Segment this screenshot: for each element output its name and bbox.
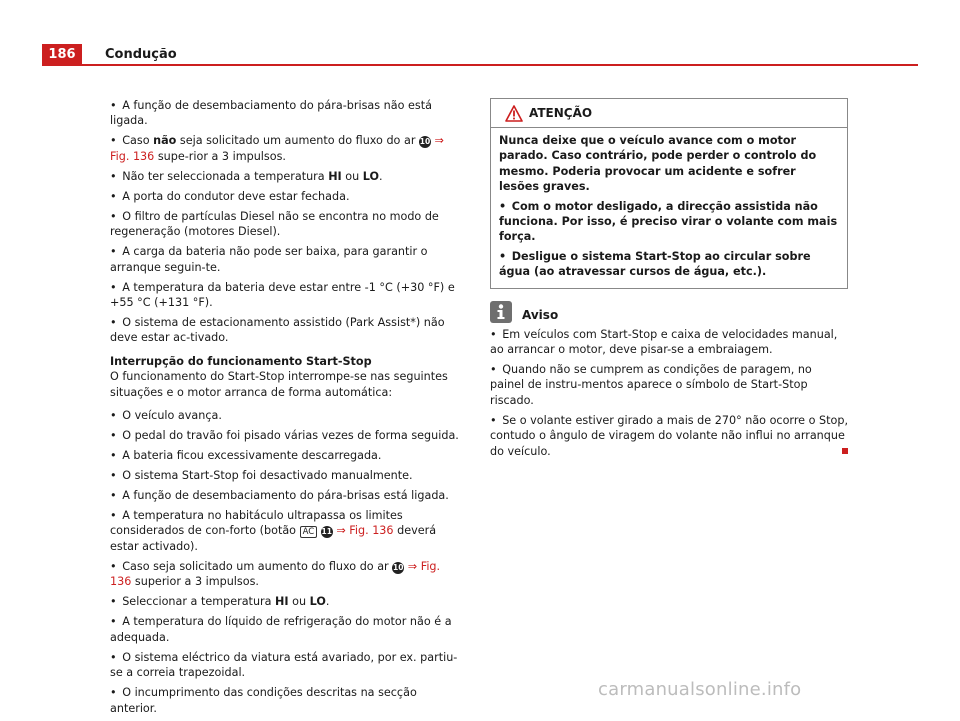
- bullet-icon: •: [110, 489, 123, 503]
- item-text: A carga da bateria não pode ser baixa, para garantir o arranque seguin-te.: [110, 245, 428, 274]
- bullet-icon: •: [499, 249, 512, 263]
- bullet-icon: •: [110, 209, 123, 223]
- list-item: [110, 408, 462, 423]
- item-text: O sistema eléctrico da viatura está avariado, por ex. partiu-se a correia trapezoidal.: [110, 650, 458, 680]
- list-item: [110, 448, 462, 463]
- bullet-icon: •: [499, 199, 512, 213]
- bullet-icon: •: [110, 429, 123, 443]
- note-title: Aviso: [522, 307, 559, 322]
- warning-box: [490, 98, 848, 289]
- item-text: A função de desembaciamento do pára-brisas não está ligada.: [110, 99, 432, 128]
- item-text: deverá estar activado).: [110, 524, 437, 553]
- bullet-icon: •: [110, 99, 123, 112]
- callout-number: 10: [393, 562, 404, 572]
- bullet-icon: •: [490, 327, 503, 341]
- item-text: A porta do condutor deve estar fechada.: [122, 189, 350, 203]
- item-text: Não ter seleccionada a temperatura: [122, 169, 329, 183]
- item-text: Caso seja solicitado um aumento do fluxo do ar: [122, 559, 393, 573]
- item-text: A bateria ficou excessivamente descarregada.: [122, 449, 382, 463]
- conditions-list: [110, 98, 462, 346]
- list-item: [110, 488, 462, 503]
- item-text: A função de desembaciamento do pára-brisas está ligada.: [122, 489, 449, 503]
- note-header: [490, 301, 848, 327]
- callout-number: 10: [419, 137, 431, 147]
- item-text: O sistema Start-Stop foi desactivado manualmente.: [122, 469, 413, 483]
- item-text: ou: [288, 595, 310, 609]
- list-item: [110, 650, 462, 681]
- note-items: [490, 327, 848, 459]
- item-text: .: [379, 169, 383, 183]
- bullet-icon: •: [110, 650, 123, 664]
- list-item: [110, 614, 462, 645]
- bullet-icon: •: [110, 449, 123, 463]
- item-text: seja solicitado um aumento do fluxo do ar: [176, 134, 419, 148]
- list-item: [110, 98, 462, 129]
- section-subheading: Interrupção do funcionamento Start-Stop: [110, 354, 372, 368]
- item-text: supe-rior a 3 impulsos.: [154, 149, 286, 163]
- item-emphasis: LO: [362, 169, 380, 183]
- left-column: [110, 98, 462, 721]
- list-item: [110, 133, 462, 164]
- list-item: [110, 315, 462, 346]
- item-text: O incumprimento das condições descritas na secção anterior.: [110, 686, 417, 715]
- item-emphasis: HI: [328, 169, 342, 183]
- item-text: ou: [341, 169, 363, 183]
- list-item: [490, 327, 848, 358]
- bullet-icon: •: [110, 509, 123, 523]
- list-item: [110, 189, 462, 204]
- list-item: [110, 169, 462, 184]
- list-item: [490, 413, 848, 459]
- list-item: [499, 199, 839, 245]
- bullet-icon: •: [110, 595, 123, 609]
- item-text: Seleccionar a temperatura: [122, 595, 276, 609]
- bullet-icon: •: [110, 615, 123, 629]
- item-text: O filtro de partículas Diesel não se encontra no modo de regeneração (motores Diesel).: [110, 209, 439, 239]
- bullet-icon: •: [490, 413, 503, 427]
- item-text: O pedal do travão foi pisado várias vezes de forma seguida.: [122, 429, 459, 443]
- figure-reference: ⇒ Fig. 136: [110, 134, 444, 163]
- section-intro: O funcionamento do Start-Stop interrompe-se nas seguintes situações e o motor arranca de forma automática:: [110, 370, 448, 399]
- list-item: [499, 249, 839, 280]
- item-text: O veículo avança.: [122, 409, 222, 423]
- bullet-icon: •: [110, 409, 123, 423]
- figure-reference: ⇒ Fig. 136: [110, 559, 441, 589]
- item-text: Caso: [122, 134, 154, 148]
- section-end-icon: [842, 448, 848, 454]
- item-emphasis: HI: [275, 595, 289, 609]
- interruption-list: [110, 408, 462, 716]
- item-text: Em veículos com Start-Stop e caixa de velocidades manual, ao arrancar o motor, deve pisar-se a embraiagem.: [490, 327, 838, 357]
- list-item: [110, 428, 462, 443]
- warning-items: [499, 199, 839, 280]
- ac-key-symbol: AC: [300, 526, 318, 538]
- callout-number: 11: [321, 527, 332, 537]
- list-item: [110, 508, 462, 554]
- item-text: A temperatura no habitáculo ultrapassa os limites considerados de con-forto (botão: [110, 509, 403, 538]
- page-number: 186: [42, 44, 82, 66]
- item-text: Desligue o sistema Start-Stop ao circular sobre água (ao atravessar cursos de água, etc.).: [499, 249, 811, 279]
- bullet-icon: •: [110, 169, 123, 183]
- bullet-icon: •: [110, 134, 123, 148]
- bullet-icon: •: [110, 280, 123, 294]
- list-item: [490, 362, 848, 408]
- info-note-icon: [490, 301, 512, 323]
- item-emphasis: LO: [309, 595, 326, 609]
- right-column: [490, 98, 848, 464]
- bullet-icon: •: [110, 559, 123, 573]
- item-text: A temperatura da bateria deve estar entre -1 °C (+30 °F) e +55 °C (+131 °F).: [110, 280, 455, 310]
- warning-title: ATENÇÃO: [529, 106, 593, 120]
- list-item: [110, 594, 462, 609]
- item-text: Quando não se cumprem as condições de paragem, no painel de instru-mentos aparece o símbolo de Start-Stop riscado.: [490, 363, 812, 407]
- warning-triangle-icon: [505, 104, 523, 132]
- bullet-icon: •: [110, 316, 123, 330]
- bullet-icon: •: [110, 469, 123, 483]
- warning-body: [491, 128, 847, 288]
- item-emphasis: não: [153, 134, 177, 148]
- list-item: [110, 280, 462, 311]
- warning-intro: Nunca deixe que o veículo avance com o motor parado. Caso contrário, pode perder o controlo do mesmo. Poderia provocar um acidente e sofrer lesões graves.: [499, 134, 817, 194]
- item-text: Com o motor desligado, a direcção assistida não funciona. Por isso, é preciso virar o volante com mais força.: [499, 199, 838, 244]
- chapter-title: Condução: [105, 47, 177, 62]
- list-item: [110, 468, 462, 483]
- bullet-icon: •: [490, 363, 503, 377]
- bullet-icon: •: [110, 686, 123, 700]
- header-rule: [82, 64, 918, 66]
- bullet-icon: •: [110, 245, 123, 259]
- list-item: [110, 559, 462, 590]
- item-text: A temperatura do líquido de refrigeração do motor não é a adequada.: [110, 615, 452, 644]
- item-text: .: [325, 595, 330, 609]
- list-item: [110, 244, 462, 275]
- item-text: Se o volante estiver girado a mais de 270° não ocorre o Stop, contudo o ângulo de viragem do volante não influi no arranque do veículo.: [490, 413, 848, 458]
- item-text: superior a 3 impulsos.: [131, 575, 259, 589]
- figure-reference: ⇒ Fig. 136: [332, 524, 394, 538]
- bullet-icon: •: [110, 189, 123, 203]
- list-item: [110, 209, 462, 240]
- item-text: O sistema de estacionamento assistido (Park Assist*) não deve estar ac-tivado.: [110, 316, 445, 345]
- warning-header: [491, 99, 847, 128]
- footer-watermark: carmanualsonline.info: [598, 679, 802, 700]
